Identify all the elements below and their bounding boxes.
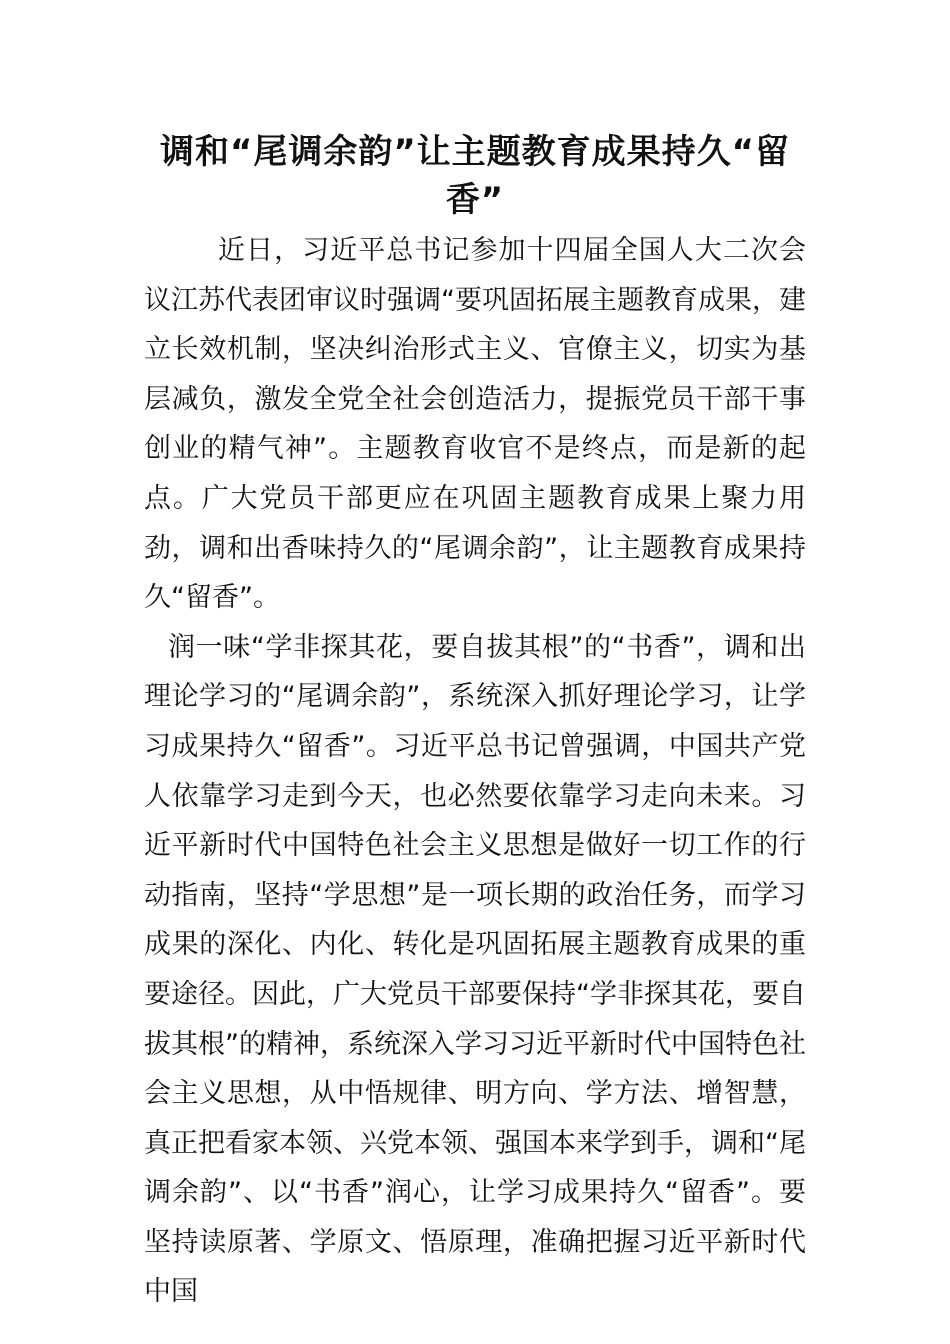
paragraph-1: 近日，习近平总书记参加十四届全国人大二次会议江苏代表团审议时强调“要巩固拓展主题教育成果，建立长效机制，坚决纠治形式主义、官僚主义，切实为基层减负，激发全党全社会创造活力，提振党员干部干事创业的精气神”。主题教育收官不是终点，而是新的起点。广大党员干部更应在巩固主题教育成果上聚力用劲，调和出香味持久的“尾调余韵”，让主题教育成果持久“留香”。 (144, 235, 806, 614)
document-title: 调和“尾调余韵”让主题教育成果持久“留香” (159, 132, 791, 220)
paragraph-2: 润一味“学非探其花，要自拔其根”的“书香”，调和出理论学习的“尾调余韵”，系统深入抓好理论学习，让学习成果持久“留香”。习近平总书记曾强调，中国共产党人依靠学习走到今天，也必然要依靠学习走向未来。习近平新时代中国特色社会主义思想是做好一切工作的行动指南，坚持“学思想”是一项长期的政治任务，而学习成果的深化、内化、转化是巩固拓展主题教育成果的重要途径。因此，广大党员干部要保持“学非探其花，要自拔其根”的精神，系统深入学习习近平新时代中国特色社会主义思想，从中悟规律、明方向、学方法、增智慧，真正把看家本领、兴党本领、强国本来学到手，调和“尾调余韵”、以“书香”润心，让学习成果持久“留香”。要坚持读原著、学原文、悟原理，准确把握习近平新时代中国 (144, 631, 806, 1308)
document-body (144, 226, 806, 1317)
